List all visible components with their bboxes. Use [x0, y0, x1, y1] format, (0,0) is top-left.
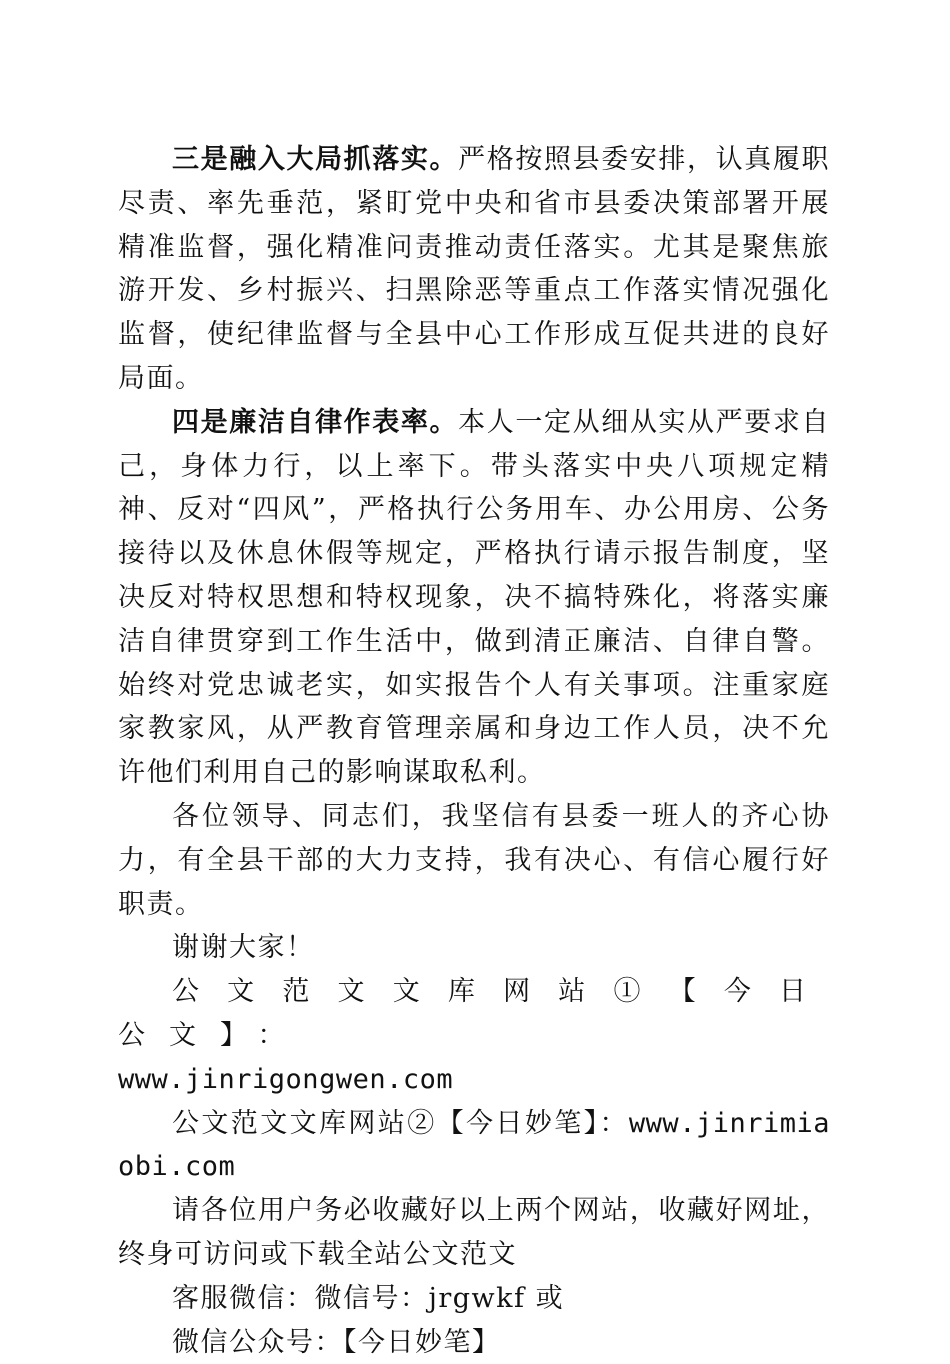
document-page	[118, 138, 830, 1364]
wechat-official-line: 微信公众号：【今日妙笔】	[172, 1326, 501, 1358]
site-one-url[interactable]: www.jinrigongwen.com	[118, 1063, 454, 1095]
paragraph-three-body: 严格按照县委安排，认真履职尽责、率先垂范，紧盯党中央和省市县委决策部署开展精准监督，强化精准问责推动责任落实。尤其是聚焦旅游开发、乡村振兴、扫黑除恶等重点工作落实情况强化监督，使纪律监督与全县中心工作形成互促共进的良好局面。	[118, 144, 831, 394]
site-two-url[interactable]: www.jinrimiaobi.com	[118, 1107, 830, 1183]
site-two-label: 公文范文文库网站②【今日妙笔】：	[172, 1107, 629, 1139]
wechat-service-line: 客服微信：微信号：jrgwkf 或	[172, 1282, 565, 1314]
site-one-line	[118, 970, 830, 1101]
paragraph-four	[118, 401, 830, 795]
bookmark-notice: 请各位用户务必收藏好以上两个网站，收藏好网址，终身可访问或下载全站公文范文	[118, 1195, 830, 1270]
paragraph-three-heading: 三是融入大局抓落实。	[172, 144, 459, 175]
site-two-line	[118, 1102, 830, 1190]
paragraph-four-heading: 四是廉洁自律作表率。	[172, 406, 459, 438]
paragraph-four-body: 本人一定从细从实从严要求自己，身体力行，以上率下。带头落实中央八项规定精神、反对“四风”，严格执行公务用车、办公用房、公务接待以及休息休假等规定，严格执行请示报告制度，坚决反对特权思想和特权现象，决不搞特殊化，将落实廉洁自律贯穿到工作生活中，做到清正廉洁、自律自警。始终对党忠诚老实，如实报告个人有关事项。注重家庭家教家风，从严教育管理亲属和身边工作人员，决不允许他们利用自己的影响谋取私利。	[118, 406, 831, 789]
paragraph-three	[118, 138, 830, 401]
closing-paragraph: 各位领导、同志们，我坚信有县委一班人的齐心协力，有全县干部的大力支持，我有决心、有信心履行好职责。	[118, 800, 830, 920]
site-one-label: 公文范文文库网站①【今日公文】：	[118, 976, 830, 1051]
thanks-line: 谢谢大家！	[172, 932, 315, 964]
